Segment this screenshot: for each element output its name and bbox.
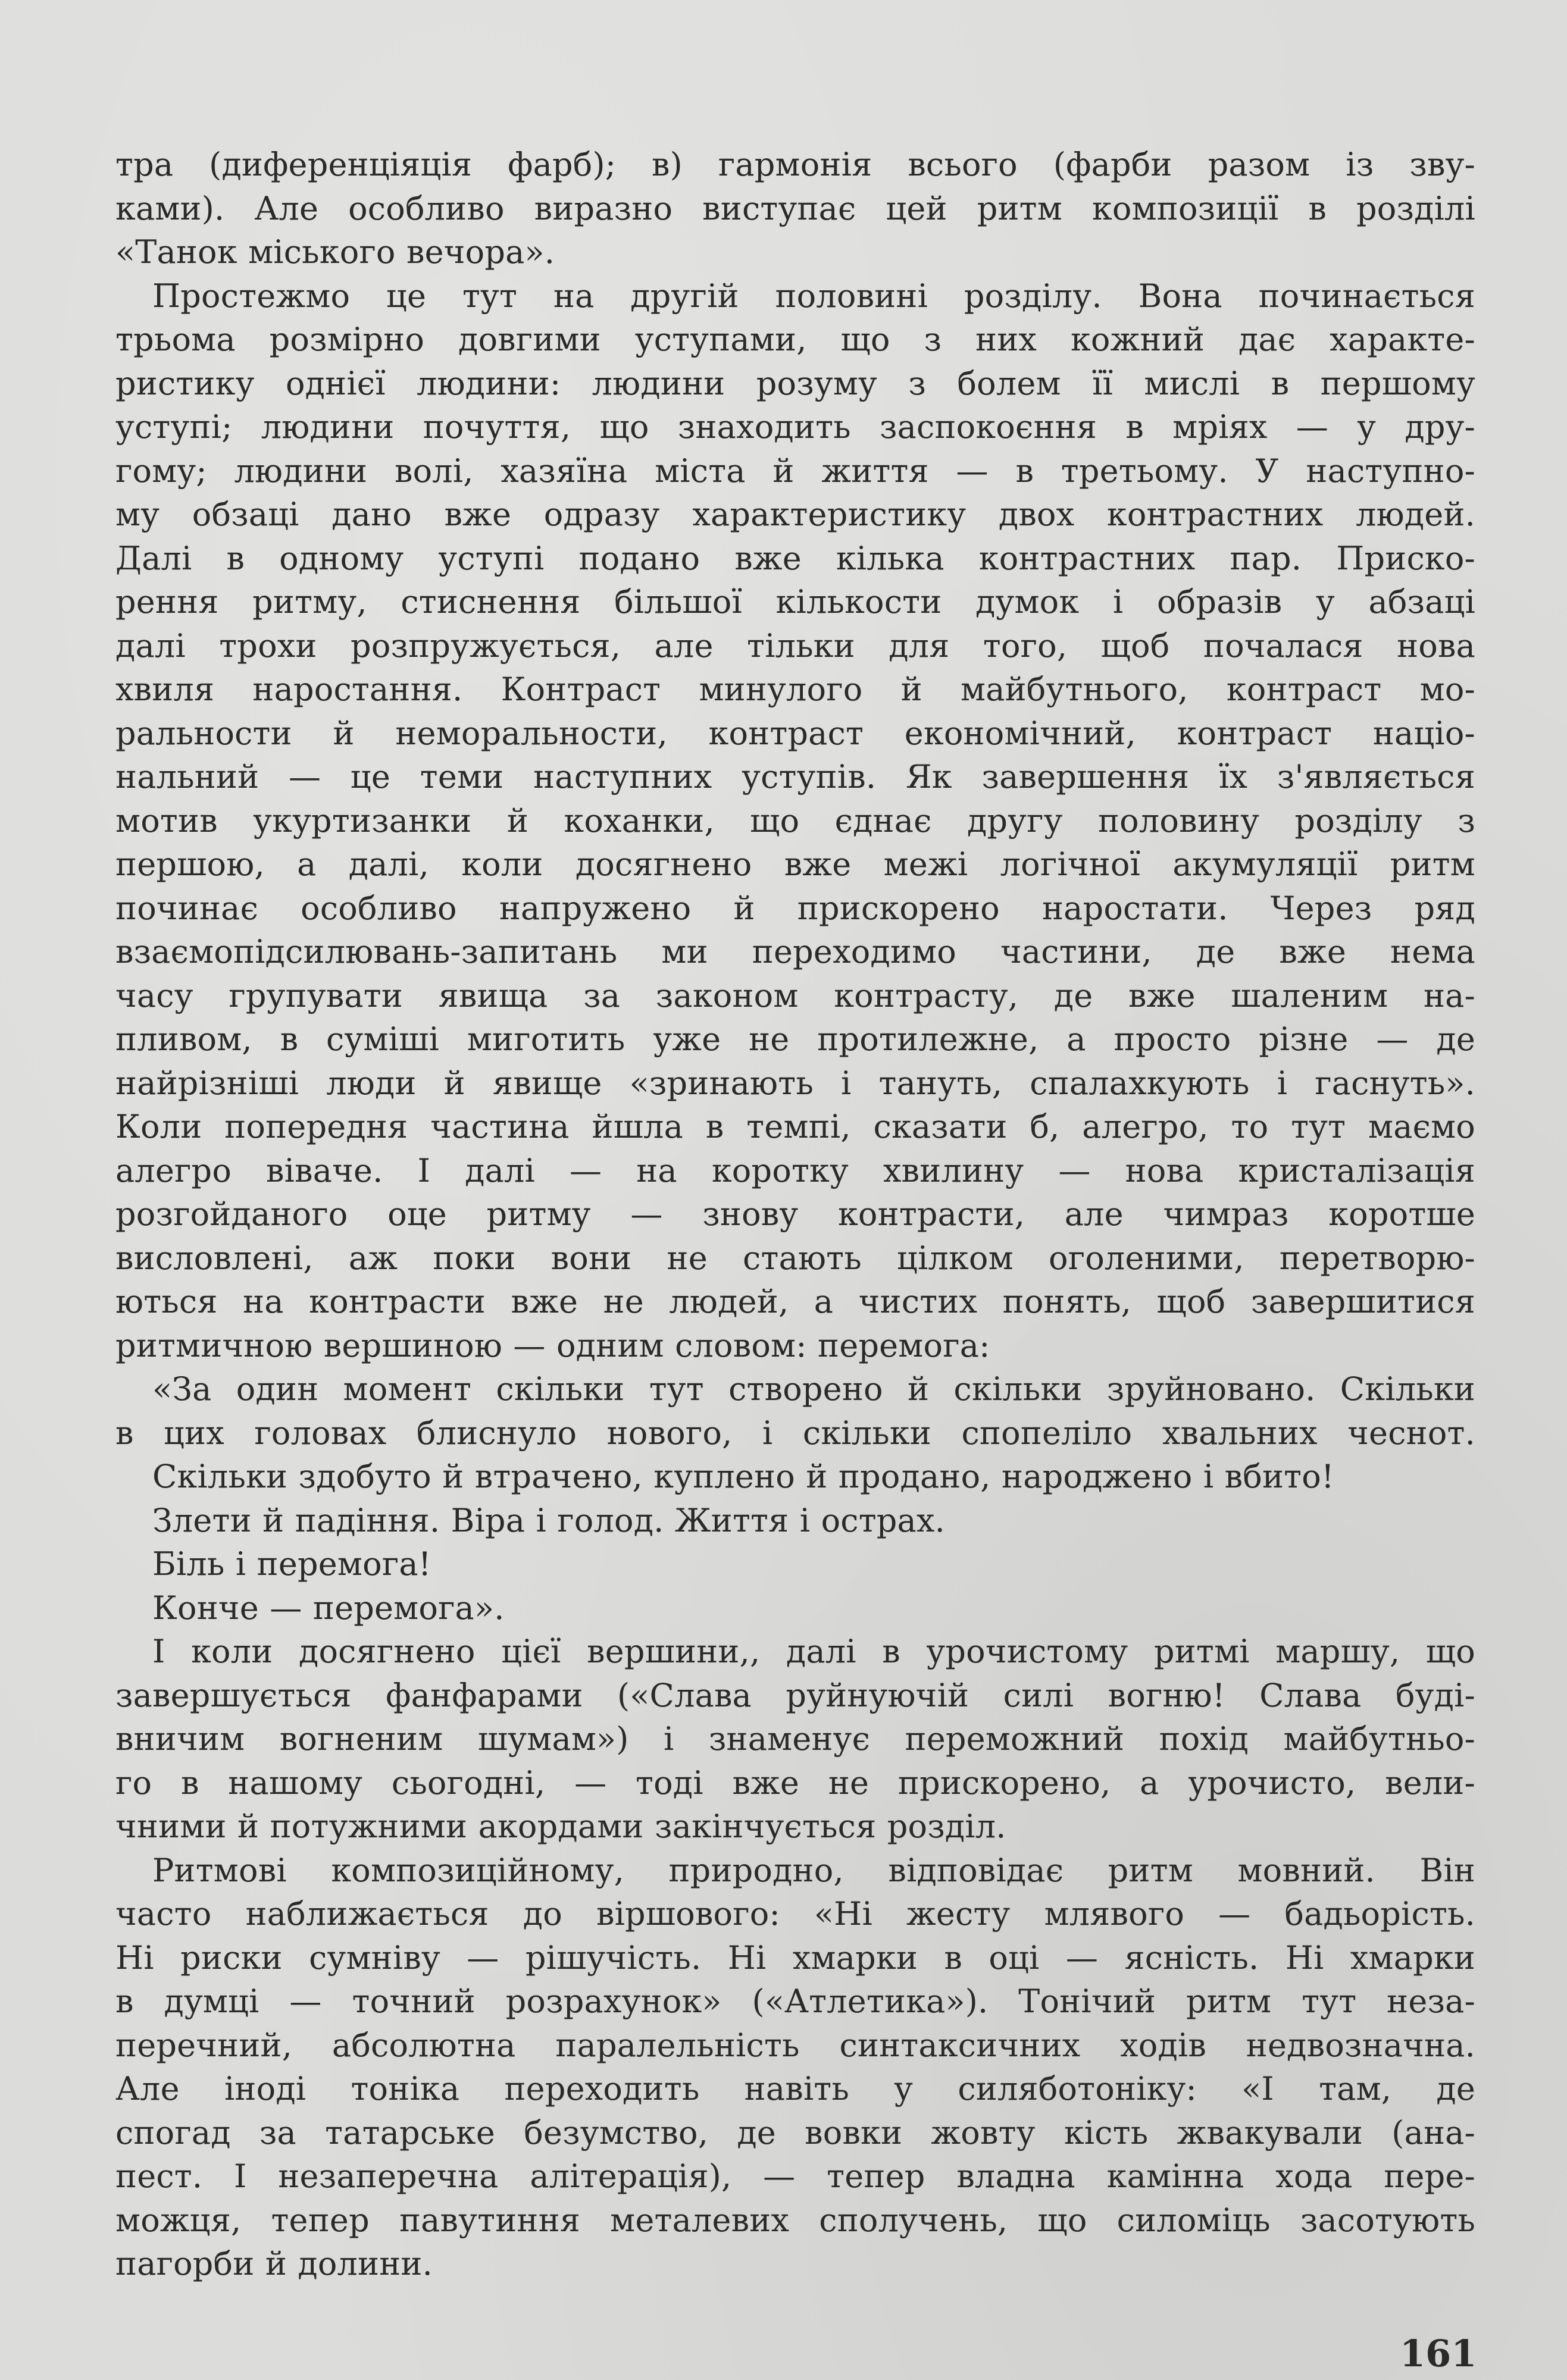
text-line: починає особливо напружено й прискорено наростати. Через ряд: [115, 889, 1475, 927]
text-line: «За один момент скільки тут створено й скільки зруйновано. Скільки: [152, 1370, 1475, 1408]
text-line: ритмичною вершиною — одним словом: перемога:: [115, 1326, 990, 1364]
text-line: вничим вогненим шумам») і знаменує переможний похід майбутньо-: [115, 1720, 1475, 1758]
text-line: І коли досягнено цієї вершини,, далі в урочистому ритмі маршу, що: [152, 1633, 1475, 1670]
text-line: рення ритму, стиснення більшої кількости думок і образів у абзаці: [115, 583, 1475, 621]
text-line: в думці — точний розрахунок» («Атлетика»). Тонічий ритм тут неза-: [115, 1983, 1475, 2020]
text-line: Ні риски сумніву — рішучість. Ні хмарки в оці — ясність. Ні хмарки: [115, 1939, 1475, 1977]
text-line: нальний — це теми наступних уступів. Як завершення їх з'являється: [115, 758, 1475, 796]
text-line: першою, а далі, коли досягнено вже межі логічної акумуляції ритм: [115, 845, 1475, 883]
text-line: мотив укуртизанки й коханки, що єднає другу половину розділу з: [115, 801, 1475, 840]
text-line: трьома розмірно довгими уступами, що з них кожний дає характе-: [115, 321, 1475, 358]
text-line: розгойданого оце ритму — знову контрасти, але чимраз коротше: [115, 1195, 1475, 1233]
text-line: Ритмові композиційному, природно, відповідає ритм мовний. Він: [152, 1851, 1475, 1889]
text-line: пест. І незаперечна алітерація), — тепер владна камінна хода пере-: [115, 2157, 1475, 2195]
text-line: перечний, абсолютна паралельність синтаксичних ходів недвозначна.: [115, 2026, 1475, 2064]
text-line: тра (диференціяція фарб); в) гармонія всього (фарби разом із зву-: [115, 146, 1475, 183]
text-line: Злети й падіння. Віра і голод. Життя і острах.: [152, 1501, 945, 1539]
text-line: Скільки здобуто й втрачено, куплено й продано, народжено і вбито!: [152, 1458, 1334, 1495]
body-text: [115, 143, 1475, 2286]
text-line: Конче — перемога».: [152, 1589, 505, 1627]
text-line: Але іноді тоніка переходить навіть у силяботоніку: «І там, де: [115, 2070, 1475, 2107]
text-line: хвиля наростання. Контраст минулого й майбутнього, контраст мо-: [115, 671, 1475, 708]
text-line: часу групувати явища за законом контрасту, де вже шаленим на-: [115, 976, 1475, 1014]
text-line: ками). Але особливо виразно виступає цей ритм композиції в розділі: [115, 189, 1475, 227]
text-line: ються на контрасти вже не людей, а чистих понять, щоб завершитися: [115, 1283, 1475, 1320]
text-line: в цих головах блиснуло нового, і скільки спопеліло хвальних чеснот.: [115, 1414, 1475, 1452]
text-line: спогад за татарське безумство, де вовки жовту кість жвакували (ана-: [115, 2113, 1475, 2152]
text-line: ристику однієї людини: людини розуму з болем її мислі в першому: [115, 364, 1475, 402]
text-line: го в нашому сьогодні, — тоді вже не прискорено, а урочисто, вели-: [115, 1764, 1475, 1802]
text-line: завершується фанфарами («Слава руйнуючій силі вогню! Слава буді-: [115, 1676, 1475, 1714]
text-line: далі трохи розпружується, але тільки для того, щоб почалася нова: [115, 627, 1475, 665]
text-line: ральности й неморальности, контраст економічний, контраст націо-: [115, 714, 1475, 752]
text-line: Простежмо це тут на другій половині розділу. Вона починається: [152, 277, 1475, 315]
text-line: часто наближається до віршового: «Ні жесту млявого — бадьорість.: [115, 1895, 1475, 1933]
text-line: уступі; людини почуття, що знаходить заспокоєння в мріях — у дру-: [115, 408, 1475, 446]
text-line: Коли попередня частина йшла в темпі, сказати б, алегро, то тут маємо: [115, 1108, 1475, 1145]
text-line: Біль і перемога!: [152, 1545, 431, 1583]
text-line: пливом, в суміші миготить уже не протилежне, а просто різне — де: [115, 1020, 1475, 1058]
text-line: найрізніші люди й явище «зринають і тануть, спалахкують і гаснуть».: [115, 1064, 1475, 1102]
text-line: му обзаці дано вже одразу характеристику двох контрастних людей.: [115, 496, 1475, 533]
text-line: гому; людини волі, хазяїна міста й життя — в третьому. У наступно-: [115, 452, 1475, 490]
page-number: 161: [1400, 2332, 1477, 2375]
text-line: чними й потужними акордами закінчується розділ.: [115, 1808, 1006, 1845]
text-line: пагорби й долини.: [115, 2245, 433, 2282]
text-line: алегро віваче. І далі — на коротку хвилину — нова кристалізація: [115, 1151, 1475, 1189]
text-line: висловлені, аж поки вони не стають цілком оголеними, перетворю-: [115, 1239, 1475, 1277]
text-line: «Танок міського вечора».: [115, 233, 555, 271]
text-line: Далі в одному уступі подано вже кілька контрастних пар. Приско-: [115, 539, 1475, 577]
text-line: взаємопідсилювань-запитань ми переходимо частини, де вже нема: [115, 933, 1475, 970]
text-line: можця, тепер павутиння металевих сполучень, що силоміць засотують: [115, 2201, 1475, 2239]
